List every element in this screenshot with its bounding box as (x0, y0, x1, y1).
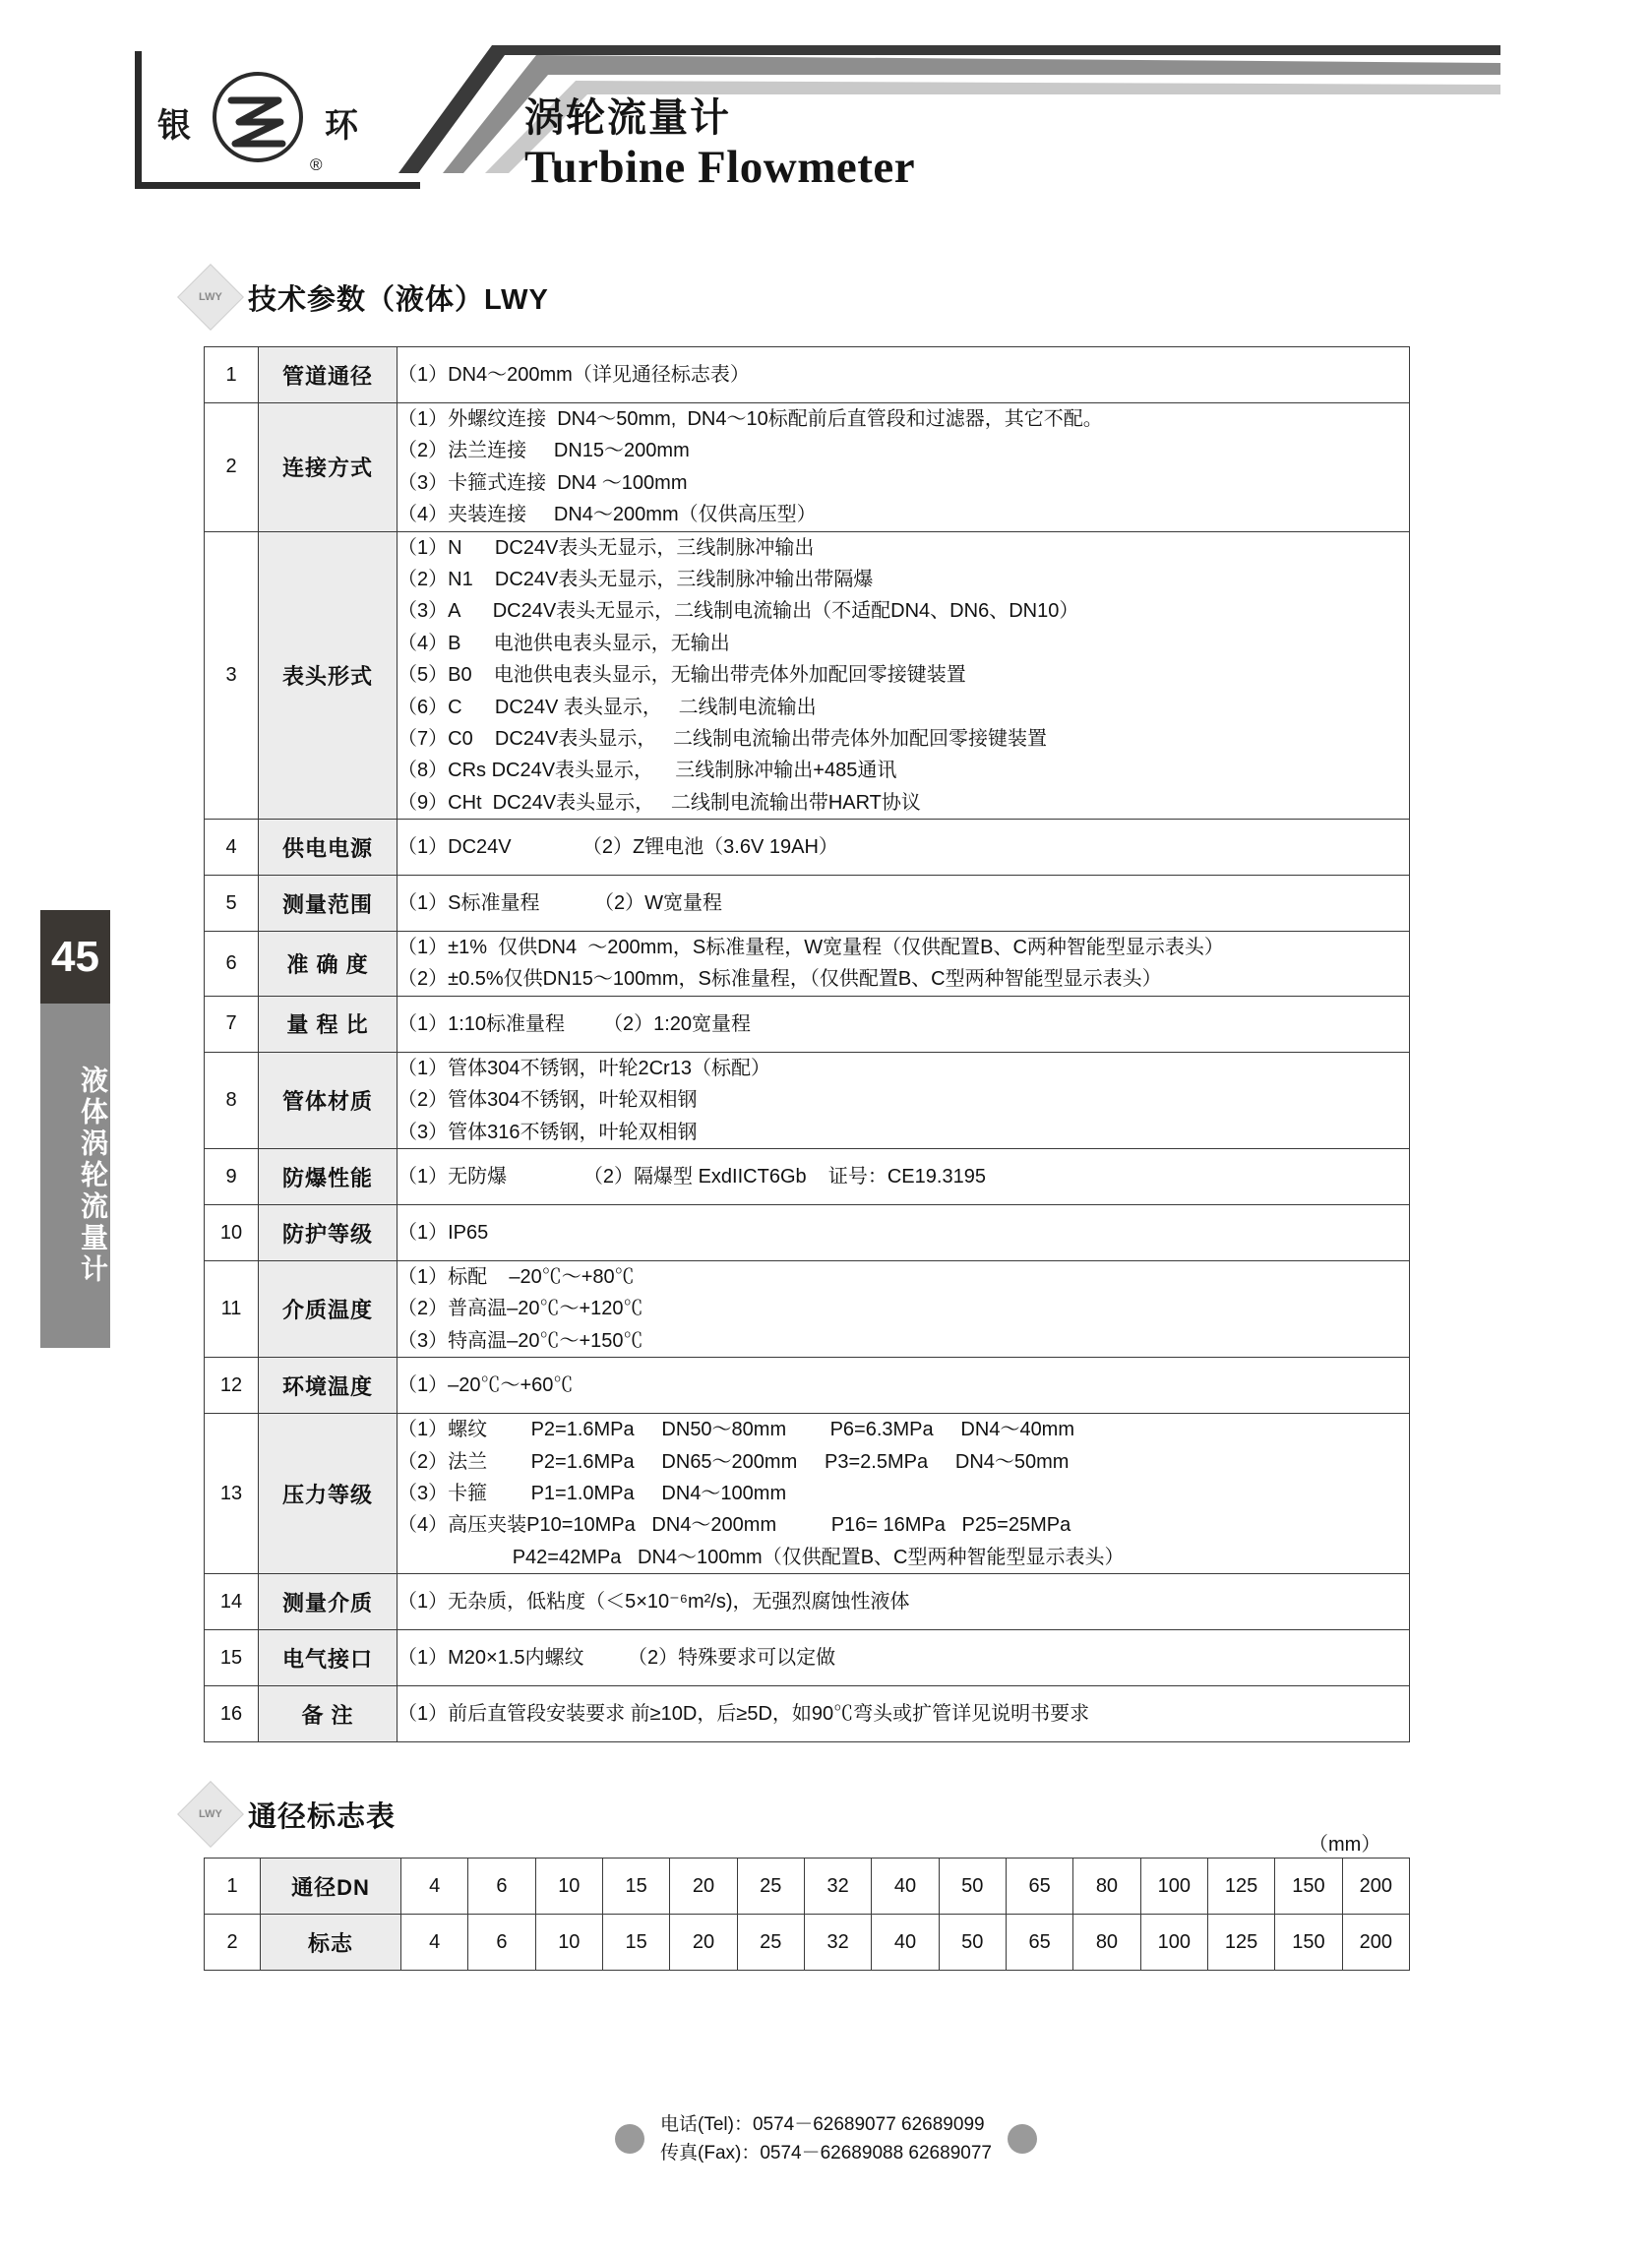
cell: 200 (1342, 1915, 1409, 1971)
row-index: 5 (205, 876, 259, 932)
company-logo-icon (202, 61, 315, 174)
value-line: （1）管体304不锈钢，叶轮2Cr13（标配） (398, 1057, 770, 1079)
value-line: （3）特高温–20℃～+150℃ (398, 1329, 643, 1352)
value-line: （1）±1% 仅供DN4 ～200mm，S标准量程，W宽量程（仅供配置B、C两种智能型显示表头） (398, 937, 1224, 959)
cell: 25 (737, 1859, 804, 1915)
lwy-badge-label: LWY (199, 1808, 222, 1820)
cell: 32 (804, 1915, 871, 1971)
value-line: （2）普高温–20℃～+120℃ (398, 1298, 643, 1320)
value-line: （1）前后直管段安装要求 前≥10D，后≥5D，如90℃弯头或扩管详见说明书要求 (398, 1702, 1090, 1725)
page-footer (0, 2110, 1652, 2168)
logo-text-left: 银 (157, 107, 193, 145)
logo-text-right: 环 (325, 107, 360, 145)
table-row (205, 1686, 1410, 1742)
cell: 150 (1275, 1915, 1342, 1971)
row-index: 10 (205, 1205, 259, 1261)
row-index: 3 (205, 531, 259, 820)
cell: 40 (872, 1915, 939, 1971)
row-name: 连接方式 (259, 403, 398, 532)
cell: 15 (602, 1915, 669, 1971)
value-line: （3）卡箍式连接 DN4 ～100mm (398, 471, 688, 494)
row-value (398, 932, 1410, 997)
row-index: 15 (205, 1630, 259, 1686)
page-number: 45 (40, 910, 110, 1004)
cell: 125 (1207, 1859, 1274, 1915)
table-row (205, 1414, 1410, 1574)
table-row (205, 996, 1410, 1052)
row-name: 电气接口 (259, 1630, 398, 1686)
value-line: （2）管体304不锈钢，叶轮双相钢 (398, 1089, 698, 1112)
cell: 10 (535, 1859, 602, 1915)
cell: 4 (401, 1915, 468, 1971)
value-line: （1）1:10标准量程 （2）1:20宽量程 (398, 1012, 751, 1035)
value-line: （1）无防爆 （2）隔爆型 ExdIICT6Gb 证号：CE19.3195 (398, 1165, 986, 1188)
value-line: （4）高压夹装P10=10MPa DN4～200mm P16= 16MPa P25=25MPa (398, 1514, 1071, 1537)
value-line: （3）A DC24V表头无显示，二线制电流输出（不适配DN4、DN6、DN10） (398, 600, 1079, 623)
row-index: 14 (205, 1574, 259, 1630)
row-index: 4 (205, 820, 259, 876)
value-line: （1）外螺纹连接 DN4～50mm, DN4～10标配前后直管段和过滤器，其它不配。 (398, 408, 1103, 430)
row-index: 9 (205, 1149, 259, 1205)
table-row (205, 820, 1410, 876)
row-value (398, 820, 1410, 876)
value-line: P42=42MPa DN4～100mm（仅供配置B、C型两种智能型显示表头） (398, 1546, 1125, 1568)
value-line: （3）管体316不锈钢，叶轮双相钢 (398, 1121, 698, 1143)
table-row (205, 1205, 1410, 1261)
page-title-en: Turbine Flowmeter (524, 142, 916, 193)
table-row (205, 1915, 1410, 1971)
cell: 25 (737, 1915, 804, 1971)
table-row (205, 1149, 1410, 1205)
table-row (205, 1052, 1410, 1148)
cell: 10 (535, 1915, 602, 1971)
value-line: （5）B0 电池供电表头显示，无输出带壳体外加配回零接键装置 (398, 664, 966, 687)
value-line: （2）法兰连接 DN15～200mm (398, 440, 690, 462)
row-name: 管体材质 (259, 1052, 398, 1148)
row-index: 13 (205, 1414, 259, 1574)
value-line: （1）IP65 (398, 1221, 489, 1244)
row-name: 压力等级 (259, 1414, 398, 1574)
value-line: （6）C DC24V 表头显示， 二线制电流输出 (398, 696, 817, 718)
value-line: （1）DC24V （2）Z锂电池（3.6V 19AH） (398, 835, 838, 858)
cell: 50 (939, 1915, 1006, 1971)
table-row (205, 1859, 1410, 1915)
row-name: 环境温度 (259, 1358, 398, 1414)
row-index: 2 (205, 403, 259, 532)
value-line: （4）夹装连接 DN4～200mm（仅供高压型） (398, 504, 817, 526)
cell: 6 (468, 1915, 535, 1971)
row-index: 7 (205, 996, 259, 1052)
row-value (398, 1574, 1410, 1630)
row-index: 6 (205, 932, 259, 997)
row-name: 准 确 度 (259, 932, 398, 997)
row-name: 通径DN (261, 1859, 401, 1915)
row-index: 16 (205, 1686, 259, 1742)
value-line: （2）N1 DC24V表头无显示，三线制脉冲输出带隔爆 (398, 568, 874, 590)
table-row (205, 1574, 1410, 1630)
value-line: （1）螺纹 P2=1.6MPa DN50～80mm P6=6.3MPa DN4～40mm (398, 1419, 1075, 1441)
cell: 65 (1006, 1859, 1072, 1915)
caliber-section-heading (187, 1791, 396, 1838)
row-value (398, 1686, 1410, 1742)
cell: 100 (1140, 1859, 1207, 1915)
caliber-unit-label: （mm） (1309, 1834, 1381, 1856)
table-row (205, 1358, 1410, 1414)
table-row (205, 932, 1410, 997)
cell: 100 (1140, 1915, 1207, 1971)
footer-tel: 电话(Tel)：0574－62689077 62689099 (660, 2114, 985, 2135)
cell: 200 (1342, 1859, 1409, 1915)
caliber-table (204, 1858, 1410, 1971)
row-name: 防护等级 (259, 1205, 398, 1261)
cell: 6 (468, 1859, 535, 1915)
cell: 80 (1073, 1915, 1140, 1971)
row-name: 测量介质 (259, 1574, 398, 1630)
value-line: （8）CRs DC24V表头显示， 三线制脉冲输出+485通讯 (398, 760, 897, 782)
table-row (205, 403, 1410, 532)
cell: 80 (1073, 1859, 1140, 1915)
page-title-cn: 涡轮流量计 (524, 96, 731, 140)
row-value (398, 876, 1410, 932)
row-index: 2 (205, 1915, 261, 1971)
value-line: （4）B 电池供电表头显示，无输出 (398, 632, 730, 654)
cell: 150 (1275, 1859, 1342, 1915)
value-line: （1）无杂质，低粘度（＜5×10⁻⁶m²/s)，无强烈腐蚀性液体 (398, 1590, 910, 1613)
row-name: 标志 (261, 1915, 401, 1971)
cell: 50 (939, 1859, 1006, 1915)
row-index: 1 (205, 347, 259, 403)
row-value (398, 1052, 1410, 1148)
side-tab-label: 液体涡轮流量计 (78, 1066, 108, 1286)
row-value (398, 1261, 1410, 1358)
cell: 32 (804, 1859, 871, 1915)
value-line: （7）C0 DC24V表头显示， 二线制电流输出带壳体外加配回零接键装置 (398, 727, 1048, 750)
spec-section-title: 技术参数（液体）LWY (248, 283, 549, 316)
row-value (398, 1630, 1410, 1686)
footer-contact (660, 2110, 992, 2168)
table-row (205, 1261, 1410, 1358)
row-value (398, 1205, 1410, 1261)
row-value (398, 347, 1410, 403)
cell: 20 (670, 1859, 737, 1915)
row-value (398, 403, 1410, 532)
row-name: 测量范围 (259, 876, 398, 932)
row-index: 1 (205, 1859, 261, 1915)
value-line: （3）卡箍 P1=1.0MPa DN4～100mm (398, 1482, 787, 1504)
cell: 4 (401, 1859, 468, 1915)
value-line: （1）S标准量程 （2）W宽量程 (398, 891, 723, 914)
lwy-diamond-icon (177, 1781, 244, 1848)
row-name: 备 注 (259, 1686, 398, 1742)
value-line: （2）±0.5%仅供DN15～100mm，S标准量程，（仅供配置B、C型两种智能型显示表头） (398, 968, 1162, 991)
row-value (398, 1149, 1410, 1205)
value-line: （9）CHt DC24V表头显示， 二线制电流输出带HART协议 (398, 791, 921, 814)
row-value (398, 1358, 1410, 1414)
table-row (205, 1630, 1410, 1686)
lwy-badge-label: LWY (199, 291, 222, 303)
registered-trademark-icon: ® (310, 155, 323, 174)
cell: 40 (872, 1859, 939, 1915)
spec-table (204, 346, 1410, 1742)
row-index: 11 (205, 1261, 259, 1358)
row-value (398, 996, 1410, 1052)
cell: 15 (602, 1859, 669, 1915)
row-index: 12 (205, 1358, 259, 1414)
value-line: （1）标配 –20℃～+80℃ (398, 1266, 635, 1289)
row-name: 防爆性能 (259, 1149, 398, 1205)
row-name: 管道通径 (259, 347, 398, 403)
row-name: 量 程 比 (259, 996, 398, 1052)
value-line: （1）M20×1.5内螺纹 （2）特殊要求可以定做 (398, 1646, 836, 1669)
value-line: （1）–20℃～+60℃ (398, 1374, 574, 1396)
footer-dot-left-icon (615, 2124, 644, 2154)
row-name: 供电电源 (259, 820, 398, 876)
row-value (398, 531, 1410, 820)
row-name: 介质温度 (259, 1261, 398, 1358)
lwy-diamond-icon (177, 264, 244, 331)
value-line: （2）法兰 P2=1.6MPa DN65～200mm P3=2.5MPa DN4～50mm (398, 1450, 1070, 1473)
cell: 20 (670, 1915, 737, 1971)
value-line: （1）N DC24V表头无显示，三线制脉冲输出 (398, 536, 815, 559)
caliber-section-title: 通径标志表 (248, 1800, 397, 1833)
footer-dot-right-icon (1008, 2124, 1037, 2154)
row-name: 表头形式 (259, 531, 398, 820)
page-header (0, 0, 1652, 226)
spec-section-heading (187, 274, 549, 321)
table-row (205, 347, 1410, 403)
table-row (205, 876, 1410, 932)
table-row (205, 531, 1410, 820)
footer-fax: 传真(Fax)：0574－62689088 62689077 (660, 2143, 992, 2164)
cell: 65 (1006, 1915, 1072, 1971)
row-index: 8 (205, 1052, 259, 1148)
value-line: （1）DN4～200mm（详见通径标志表） (398, 363, 750, 386)
cell: 125 (1207, 1915, 1274, 1971)
row-value (398, 1414, 1410, 1574)
